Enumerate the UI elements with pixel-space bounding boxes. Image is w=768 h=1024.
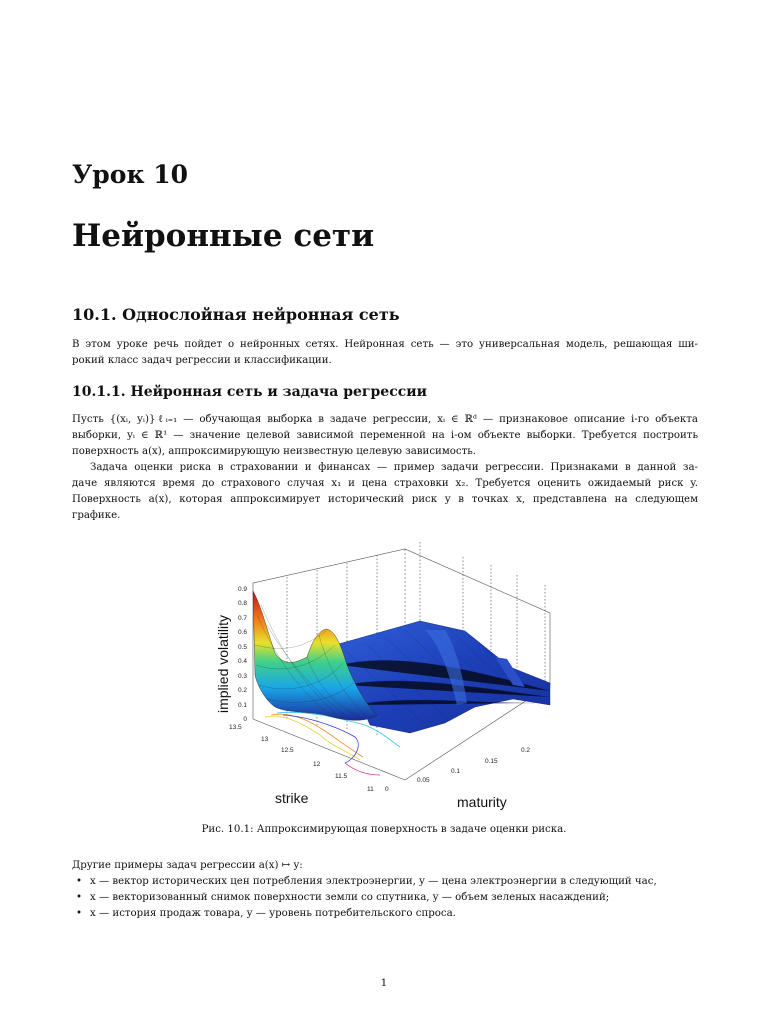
z-tick: 0.2 bbox=[237, 687, 247, 694]
maturity-axis-ticks bbox=[385, 747, 530, 793]
z-tick: 0.3 bbox=[237, 673, 247, 680]
z-tick: 0.6 bbox=[237, 629, 247, 636]
list-item: • x — векторизованный снимок поверхности земли со спутника, y — объем зеленых насаждений; bbox=[72, 890, 657, 906]
section-title: 10.1. Однослойная нейронная сеть bbox=[72, 305, 400, 324]
intro-line: рокий класс задач регрессии и классификации. bbox=[72, 355, 332, 366]
paragraph-line: графике. bbox=[72, 510, 121, 521]
z-tick: 0.4 bbox=[237, 658, 247, 665]
strike-tick: 11 bbox=[367, 786, 374, 793]
regression-paragraph bbox=[72, 412, 698, 524]
strike-tick: 12.5 bbox=[281, 747, 294, 754]
chapter-title: Нейронные сети bbox=[72, 218, 375, 254]
paragraph-line: Поверхность a(x), которая аппроксимирует исторический риск y в точках x, представлена на следующем bbox=[72, 494, 698, 505]
paragraph-line: даче являются время до страхового случая x₁ и цена страховки x₂. Требуется оценить ожидаемый риск y. bbox=[72, 478, 698, 489]
maturity-tick: 0.2 bbox=[521, 747, 531, 754]
z-axis-ticks bbox=[238, 586, 247, 723]
paragraph-line: Задача оценки риска в страховании и финансах — пример задачи регрессии. Признаками в данной за- bbox=[90, 462, 698, 473]
list-item: • x — история продаж товара, y — уровень потребительского спроса. bbox=[72, 906, 657, 922]
z-axis-label: implied volatility bbox=[215, 614, 231, 713]
page-number: 1 bbox=[380, 977, 388, 989]
figure-caption: Рис. 10.1: Аппроксимирующая поверхность в задаче оценки риска. bbox=[201, 824, 567, 835]
maturity-tick: 0.15 bbox=[485, 758, 498, 765]
y-axis-label: maturity bbox=[457, 794, 507, 810]
surface-plot-figure bbox=[195, 535, 575, 825]
examples-list bbox=[72, 874, 657, 922]
strike-tick: 11.5 bbox=[335, 773, 348, 780]
subsection-title: 10.1.1. Нейронная сеть и задача регрессии bbox=[72, 384, 428, 400]
paragraph-line: Пусть {(xᵢ, yᵢ)}ℓᵢ₌₁ — обучающая выборка в задаче регрессии, xᵢ ∈ ℝᵈ — признаковое описание i-го объекта bbox=[72, 414, 698, 425]
x-axis-label: strike bbox=[275, 790, 309, 806]
intro-paragraph bbox=[72, 337, 698, 369]
z-tick: 0 bbox=[243, 716, 247, 723]
intro-line: В этом уроке речь пойдет о нейронных сетях. Нейронная сеть — это универсальная модель, решающая ши- bbox=[72, 339, 698, 350]
maturity-tick: 0 bbox=[385, 786, 389, 793]
maturity-tick: 0.05 bbox=[417, 777, 430, 784]
chapter-label: Урок 10 bbox=[72, 160, 188, 189]
examples-intro bbox=[72, 858, 698, 874]
z-tick: 0.5 bbox=[237, 644, 247, 651]
paragraph-line: поверхность a(x), аппроксимирующую неизвестную целевую зависимость. bbox=[72, 446, 477, 457]
examples-intro-line: Другие примеры задач регрессии a(x) ↦ y: bbox=[72, 860, 303, 871]
strike-tick: 12 bbox=[313, 761, 321, 768]
strike-tick: 13 bbox=[261, 736, 269, 743]
list-item: • x — вектор исторических цен потребления электроэнергии, y — цена электроэнергии в следующий час, bbox=[72, 874, 657, 890]
z-tick: 0.9 bbox=[237, 586, 247, 593]
z-tick: 0.1 bbox=[237, 702, 247, 709]
z-tick: 0.8 bbox=[237, 600, 247, 607]
paragraph-line: выборки, yᵢ ∈ ℝ¹ — значение целевой зависимой переменной на i-ом объекте выборки. Требуется построить bbox=[72, 430, 698, 441]
strike-tick: 13.5 bbox=[229, 724, 242, 731]
z-tick: 0.7 bbox=[237, 615, 247, 622]
maturity-tick: 0.1 bbox=[451, 768, 461, 775]
